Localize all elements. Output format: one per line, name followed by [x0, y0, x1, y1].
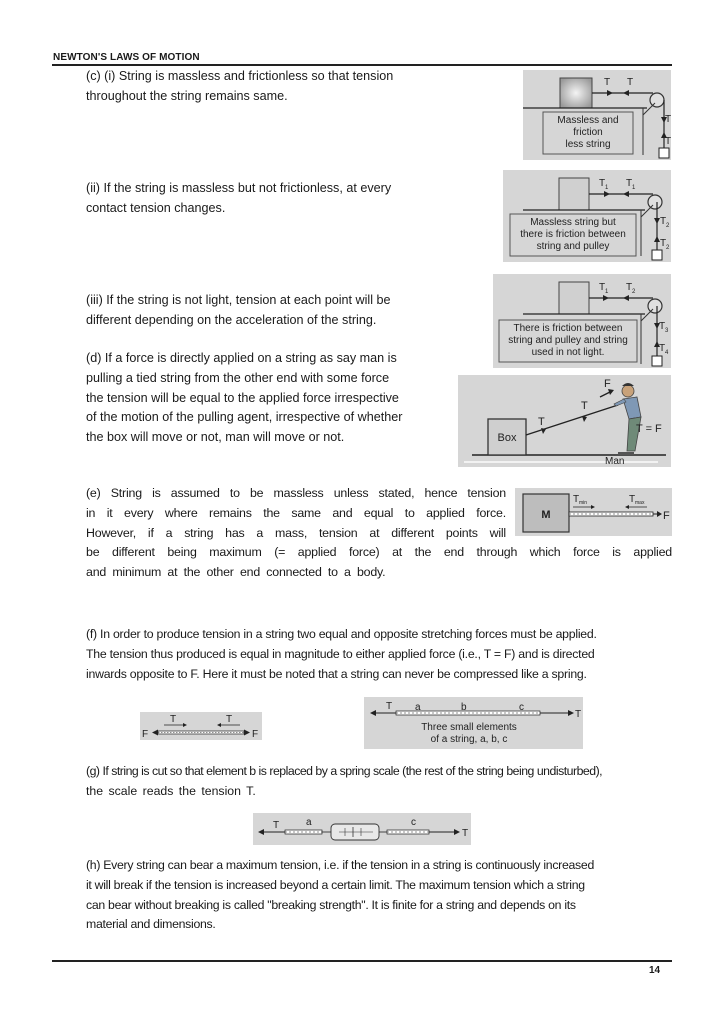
element-a-label: a: [415, 702, 421, 713]
text-line: different depending on the acceleration of the string.: [86, 312, 377, 327]
paragraph-g: [86, 762, 676, 802]
svg-text:2: 2: [666, 223, 670, 229]
text-line: (f) In order to produce tension in a string two equal and opposite stretching forces must be applied.: [86, 627, 597, 641]
caption-line: Massless and: [557, 115, 619, 126]
text-line: in it every where remains the same and equal to applied force.: [86, 505, 506, 520]
text-line: the scale reads the tension T.: [86, 783, 256, 798]
paragraph-f: [86, 625, 676, 684]
force-label: F: [252, 729, 259, 740]
paragraph-e-top: [86, 484, 506, 543]
label-t-down: T: [665, 114, 671, 125]
label-t-left: T: [604, 77, 611, 88]
text-line: and minimum at the other end connected to a body.: [86, 564, 386, 579]
tension-label: T: [538, 416, 545, 428]
figure-string-forces: [140, 712, 262, 740]
svg-text:T: T: [659, 343, 666, 354]
figure-friction-pulley: [503, 170, 671, 262]
paragraph-c-iii: [86, 291, 431, 331]
svg-text:of a string, a, b, c: of a string, a, b, c: [430, 734, 508, 745]
text-line: However, if a string has a mass, tension at different points will: [86, 525, 506, 540]
box-label: Box: [497, 432, 517, 444]
text-line: inwards opposite to F. Here it must be noted that a string can never be compressed like a spring.: [86, 666, 587, 681]
svg-text:T: T: [273, 820, 280, 831]
text-line: (c) (i) String is massless and frictionless so that tension: [86, 69, 394, 83]
mass-label: M: [541, 509, 551, 521]
svg-text:1: 1: [605, 289, 609, 295]
svg-text:T: T: [573, 494, 580, 505]
text-line: (iii) If the string is not light, tension at each point will be: [86, 293, 391, 307]
svg-text:used in not light.: used in not light.: [531, 347, 605, 358]
svg-text:T: T: [659, 321, 666, 332]
svg-text:T: T: [626, 178, 633, 189]
element-c-label: c: [519, 702, 524, 713]
svg-text:string and pulley and string: string and pulley and string: [508, 335, 628, 346]
paragraph-h: [86, 856, 676, 935]
text-line: be different being maximum (= applied force) at the end through which force is applied: [86, 545, 672, 559]
text-line: throughout the string remains same.: [86, 88, 288, 103]
force-label: F: [604, 378, 611, 390]
svg-text:T: T: [599, 178, 606, 189]
svg-text:3: 3: [665, 328, 669, 334]
svg-text:T: T: [386, 701, 393, 712]
paragraph-c-i: [86, 67, 431, 107]
svg-text:T: T: [660, 238, 667, 249]
svg-text:T: T: [629, 494, 636, 505]
svg-text:Three small elements: Three small elements: [421, 722, 517, 733]
text-line: (h) Every string can bear a maximum tension, i.e. if the tension in a string is continuously increased: [86, 858, 594, 872]
svg-text:There is friction between: There is friction between: [513, 323, 623, 334]
svg-text:T: T: [626, 282, 633, 293]
figure-massive-string: [515, 488, 672, 536]
element-b-label: b: [461, 702, 467, 713]
svg-text:2: 2: [632, 289, 636, 295]
element-a-label: a: [306, 817, 312, 828]
figure-friction-heavy-string: [493, 274, 671, 368]
paragraph-e-bottom: [86, 543, 672, 583]
page-number: 14: [649, 965, 661, 976]
element-c-label: c: [411, 817, 416, 828]
text-line: (d) If a force is directly applied on a string as say man is: [86, 351, 397, 365]
text-line: pulling a tied string from the other end with some force: [86, 370, 390, 385]
figure-three-elements: [364, 697, 583, 749]
text-line: (ii) If the string is massless but not frictionless, at every: [86, 181, 392, 195]
svg-text:string and pulley: string and pulley: [536, 241, 610, 252]
force-label: F: [663, 510, 670, 522]
figure-massless-frictionless: [523, 70, 671, 160]
svg-text:max: max: [635, 500, 645, 506]
text-line: of the motion of the pulling agent, irrespective of whether: [86, 410, 403, 425]
figure-man-pulling-box: [458, 375, 671, 467]
svg-text:T: T: [462, 828, 469, 839]
footer-divider: [52, 960, 672, 962]
caption-line: friction: [573, 127, 603, 138]
text-line: (e) String is assumed to be massless unless stated, hence tension: [86, 486, 506, 500]
header-divider: [52, 64, 672, 66]
svg-text:T: T: [226, 714, 233, 725]
paragraph-d: [86, 349, 431, 448]
text-line: the tension will be equal to the applied force irrespective: [86, 390, 399, 405]
paragraph-c-ii: [86, 179, 431, 219]
text-line: contact tension changes.: [86, 200, 226, 215]
text-line: The tension thus produced is equal in magnitude to either applied force (i.e., T = F) and is directed: [86, 646, 595, 661]
svg-text:T: T: [575, 709, 582, 720]
figure-spring-scale: [253, 813, 471, 845]
svg-text:there is friction between: there is friction between: [520, 229, 626, 240]
text-line: the box will move or not, man will move or not.: [86, 430, 345, 445]
svg-text:1: 1: [632, 185, 636, 191]
text-line: material and dimensions.: [86, 917, 216, 932]
text-line: can bear without breaking is called "breaking strength". It is finite for a string and depends on its: [86, 897, 576, 912]
tension-label: T: [581, 400, 588, 412]
text-line: it will break if the tension is increased beyond a certain limit. The maximum tension which a string: [86, 877, 585, 892]
caption-line: less string: [565, 139, 611, 150]
running-header: NEWTON'S LAWS OF MOTION: [53, 52, 200, 63]
man-label: Man: [605, 456, 625, 467]
svg-text:2: 2: [666, 245, 670, 251]
svg-text:Massless string but: Massless string but: [530, 217, 616, 228]
svg-text:T: T: [599, 282, 606, 293]
label-t-right: T: [627, 77, 634, 88]
svg-text:T: T: [170, 714, 177, 725]
equation-label: T = F: [636, 423, 662, 435]
svg-text:T: T: [660, 216, 667, 227]
text-line: (g) If string is cut so that element b is replaced by a spring scale (the rest of the string being undisturbed),: [86, 764, 603, 778]
svg-text:4: 4: [665, 350, 669, 356]
svg-text:min: min: [579, 500, 588, 506]
label-t-up: T: [665, 136, 671, 147]
force-label: F: [142, 729, 149, 740]
svg-text:1: 1: [605, 185, 609, 191]
